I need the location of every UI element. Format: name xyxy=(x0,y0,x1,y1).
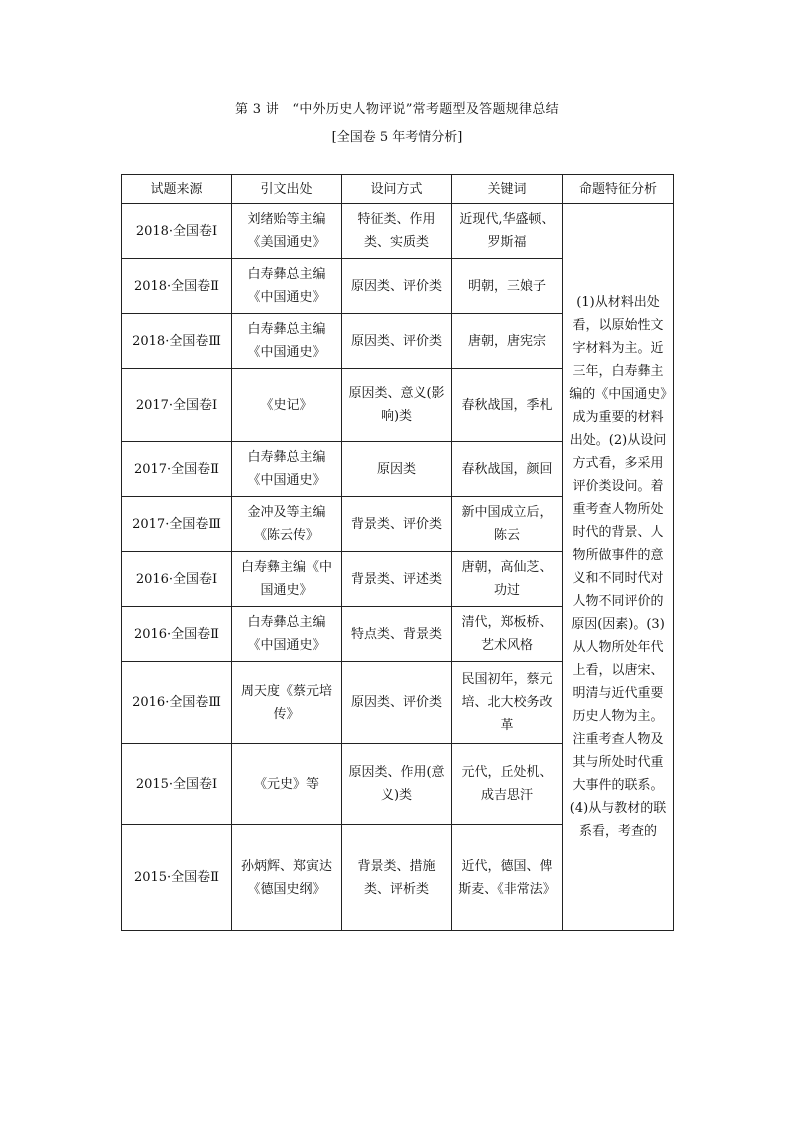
source-cell: 2018·全国卷Ⅱ xyxy=(122,259,232,314)
source-cell: 2017·全国卷Ⅱ xyxy=(122,442,232,497)
keywords-cell: 唐朝，唐宪宗 xyxy=(452,314,563,369)
source-cell: 2017·全国卷Ⅲ xyxy=(122,497,232,552)
column-header: 关键词 xyxy=(452,175,563,204)
question-cell: 原因类、评价类 xyxy=(342,662,452,744)
source-cell: 2016·全国卷Ⅱ xyxy=(122,607,232,662)
table-header-row xyxy=(122,175,674,204)
question-cell: 背景类、评价类 xyxy=(342,497,452,552)
keywords-cell: 清代，郑板桥、艺术风格 xyxy=(452,607,563,662)
source-cell: 2017·全国卷Ⅰ xyxy=(122,369,232,442)
question-cell: 原因类、评价类 xyxy=(342,259,452,314)
question-cell: 原因类、意义(影响)类 xyxy=(342,369,452,442)
source-cell: 2016·全国卷Ⅲ xyxy=(122,662,232,744)
source-cell: 2016·全国卷Ⅰ xyxy=(122,552,232,607)
question-cell: 特点类、背景类 xyxy=(342,607,452,662)
question-cell: 原因类 xyxy=(342,442,452,497)
citation-cell: 周天度《蔡元培传》 xyxy=(232,662,342,744)
table-row xyxy=(122,204,674,259)
citation-cell: 孙炳辉、郑寅达《德国史纲》 xyxy=(232,825,342,931)
citation-cell: 白寿彝总主编《中国通史》 xyxy=(232,607,342,662)
citation-cell: 金冲及等主编《陈云传》 xyxy=(232,497,342,552)
citation-cell: 白寿彝总主编《中国通史》 xyxy=(232,314,342,369)
source-cell: 2015·全国卷Ⅰ xyxy=(122,744,232,825)
citation-cell: 《史记》 xyxy=(232,369,342,442)
keywords-cell: 唐朝，高仙芝、功过 xyxy=(452,552,563,607)
column-header: 命题特征分析 xyxy=(563,175,674,204)
page-subtitle: [全国卷 5 年考情分析] xyxy=(331,130,463,145)
keywords-cell: 明朝，三娘子 xyxy=(452,259,563,314)
question-cell: 特征类、作用类、实质类 xyxy=(342,204,452,259)
citation-cell: 刘绪贻等主编《美国通史》 xyxy=(232,204,342,259)
question-cell: 背景类、评述类 xyxy=(342,552,452,607)
source-cell: 2018·全国卷Ⅰ xyxy=(122,204,232,259)
column-header: 引文出处 xyxy=(232,175,342,204)
source-cell: 2015·全国卷Ⅱ xyxy=(122,825,232,931)
keywords-cell: 春秋战国，季札 xyxy=(452,369,563,442)
page-title: 第 3 讲 “中外历史人物评说”常考题型及答题规律总结 xyxy=(235,102,559,117)
keywords-cell: 民国初年，蔡元培、北大校务改革 xyxy=(452,662,563,744)
question-cell: 背景类、措施类、评析类 xyxy=(342,825,452,931)
citation-cell: 白寿彝总主编《中国通史》 xyxy=(232,259,342,314)
keywords-cell: 近代，德国、俾斯麦、《非常法》 xyxy=(452,825,563,931)
column-header: 设问方式 xyxy=(342,175,452,204)
question-cell: 原因类、作用(意义)类 xyxy=(342,744,452,825)
analysis-cell: (1)从材料出处看，以原始性文字材料为主。近三年，白寿彝主编的《中国通史》成为重要的材料出处。(2)从设问方式看，多采用评价类设问。着重考查人物所处时代的背景、人物所做事件的意义和不同时代对人物不同评价的原因(因素)。(3)从人物所处年代上看，以唐宋、明清与近代重要历史人物为主。注重考查人物及其与所处时代重大事件的联系。(4)从与教材的联系看，考查的 xyxy=(563,204,674,931)
citation-cell: 白寿彝主编《中国通史》 xyxy=(232,552,342,607)
keywords-cell: 春秋战国，颜回 xyxy=(452,442,563,497)
citation-cell: 白寿彝总主编《中国通史》 xyxy=(232,442,342,497)
source-cell: 2018·全国卷Ⅲ xyxy=(122,314,232,369)
keywords-cell: 新中国成立后，陈云 xyxy=(452,497,563,552)
question-cell: 原因类、评价类 xyxy=(342,314,452,369)
exam-analysis-table xyxy=(121,174,674,931)
citation-cell: 《元史》等 xyxy=(232,744,342,825)
keywords-cell: 近现代,华盛顿、罗斯福 xyxy=(452,204,563,259)
column-header: 试题来源 xyxy=(122,175,232,204)
keywords-cell: 元代，丘处机、成吉思汗 xyxy=(452,744,563,825)
